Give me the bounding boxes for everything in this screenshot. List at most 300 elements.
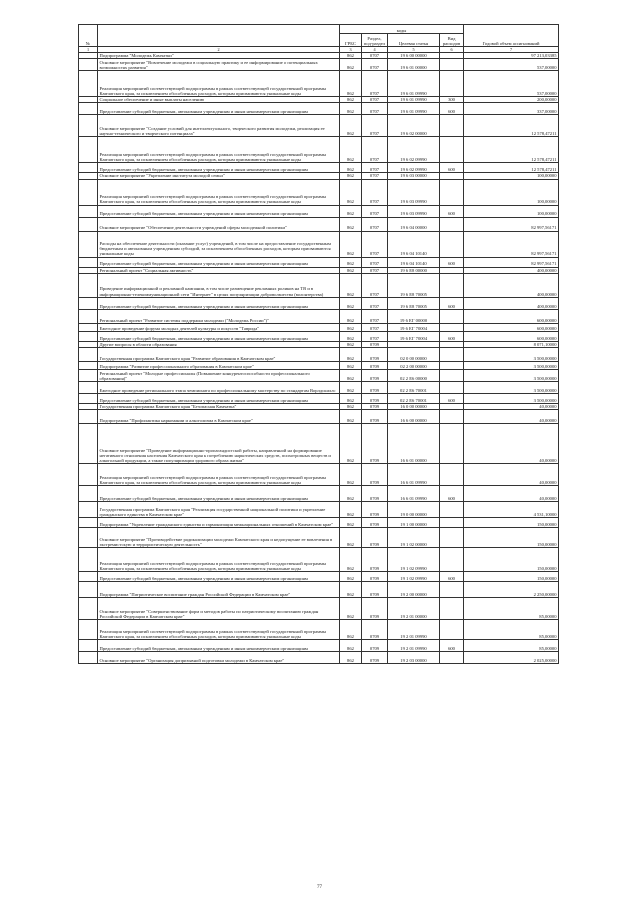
row-name-cell: Предоставление субсидий бюджетным, автономным учреждениям и иным некоммерческим организациям (98, 394, 340, 404)
row-celevaya-statya-cell: 19 6 EГ 70004 (388, 331, 440, 341)
row-amount-cell: 150,00000 (464, 548, 559, 572)
row-amount-cell: 2 025,00000 (464, 652, 559, 664)
header-name (98, 25, 340, 47)
row-grbs-cell: 862 (340, 309, 362, 323)
row-grbs-cell: 862 (340, 137, 362, 163)
row-number-cell (79, 424, 98, 464)
index-cell: 3 (340, 47, 362, 53)
row-razdel-cell: 0709 (362, 548, 388, 572)
row-name-cell: Ежегодное проведение форума молодых деятелей культуры и искусств "Таврида" (98, 323, 340, 331)
row-name-cell: Подпрограмма "Патриотическое воспитание граждан Российской Федерации в Камчатском крае" (98, 582, 340, 598)
row-amount-cell: 3 500,00000 (464, 348, 559, 362)
row-amount-cell: 4 531,10000 (464, 502, 559, 518)
table-row (79, 370, 559, 382)
table-row (79, 572, 559, 582)
row-celevaya-statya-cell: 16 6 01 09990 (388, 464, 440, 486)
row-number-cell (79, 518, 98, 528)
row-grbs-cell: 862 (340, 179, 362, 205)
row-vid-raskhodov-cell (440, 582, 464, 598)
row-name-cell: Расходы на обеспечение деятельности (оказание услуг) учреждений, в том числе на предоставление государственным бюджетным и автономным учреждениям субсидий, за исключением обособленных расходов, которым присваиваются уникальные коды (98, 231, 340, 257)
table-row (79, 528, 559, 548)
row-grbs-cell: 862 (340, 217, 362, 231)
row-vid-raskhodov-cell (440, 273, 464, 297)
row-number-cell (79, 464, 98, 486)
row-razdel-cell: 0709 (362, 382, 388, 394)
header-amount: Годовой объем ассигнований (464, 25, 559, 47)
table-row (79, 231, 559, 257)
row-amount-cell: 97 213,03385 (464, 53, 559, 59)
row-celevaya-statya-cell: 16 6 00 00000 (388, 410, 440, 424)
row-vid-raskhodov-cell (440, 137, 464, 163)
row-razdel-cell: 0709 (362, 640, 388, 652)
table-row (79, 502, 559, 518)
row-vid-raskhodov-cell (440, 362, 464, 370)
row-razdel-cell: 0707 (362, 323, 388, 331)
table-row (79, 362, 559, 370)
row-celevaya-statya-cell: 19 6 02 00000 (388, 115, 440, 137)
row-grbs-cell: 862 (340, 323, 362, 331)
row-vid-raskhodov-cell (440, 464, 464, 486)
row-celevaya-statya-cell: 19 6 01 09990 (388, 97, 440, 103)
row-name-cell: Подпрограмма "Укрепление гражданского единства и гармонизация межнациональных отношений в Камчатском крае" (98, 518, 340, 528)
row-number-cell (79, 348, 98, 362)
row-grbs-cell: 862 (340, 582, 362, 598)
row-name-cell: Проведение информационной и рекламной кампании, в том числе размещение рекламных роликов на ТВ и в информационно-телекоммуникационной сети "Интернет" в целях популяризации добровольчества (волонтерства) (98, 273, 340, 297)
row-number-cell (79, 620, 98, 640)
row-razdel-cell: 0709 (362, 502, 388, 518)
table-row (79, 59, 559, 71)
row-name-cell: Ежегодное проведение регионального этапа чемпионата по профессиональному мастерству по стандартам Ворлдскиллс (98, 382, 340, 394)
row-number-cell (79, 273, 98, 297)
header-celevaya-statya: Целевая статья (388, 34, 440, 47)
row-celevaya-statya-cell: 02 2 E6 00000 (388, 370, 440, 382)
row-number-cell (79, 410, 98, 424)
row-name-cell: Основное мероприятие "Организация допризывной подготовки молодежи в Камчатском крае" (98, 652, 340, 664)
row-name-cell: Реализация мероприятий соответствующей подпрограммы в рамках соответствующей государственной программы Камчатского края, за исключением обособленных расходов, которым присваиваются уникальные коды (98, 620, 340, 640)
row-amount-cell: 3 500,00000 (464, 394, 559, 404)
row-vid-raskhodov-cell (440, 382, 464, 394)
row-name-cell: Региональный проект "Социальная активность" (98, 267, 340, 273)
row-number-cell (79, 59, 98, 71)
row-celevaya-statya-cell: 19 6 03 09990 (388, 179, 440, 205)
row-celevaya-statya-cell: 19 6 01 09990 (388, 103, 440, 115)
row-vid-raskhodov-cell: 600 (440, 486, 464, 502)
row-celevaya-statya-cell: 19 6 02 09990 (388, 163, 440, 173)
row-name-cell: Региональный проект "Молодые профессионалы (Повышение конкурентоспособности профессионального образования)" (98, 370, 340, 382)
row-amount-cell: 82 997,56171 (464, 231, 559, 257)
row-amount-cell: 85,00000 (464, 598, 559, 620)
row-celevaya-statya-cell: 19 6 01 09990 (388, 71, 440, 97)
row-grbs-cell: 862 (340, 257, 362, 267)
row-celevaya-statya-cell: 19 1 02 00000 (388, 528, 440, 548)
table-row (79, 464, 559, 486)
row-grbs-cell: 862 (340, 652, 362, 664)
row-vid-raskhodov-cell: 600 (440, 103, 464, 115)
row-name-cell: Реализация мероприятий соответствующей подпрограммы в рамках соответствующей государственной программы Камчатского края, за исключением обособленных расходов, которым присваиваются уникальные коды (98, 548, 340, 572)
row-celevaya-statya-cell: 16 0 00 00000 (388, 404, 440, 410)
row-vid-raskhodov-cell: 600 (440, 205, 464, 217)
row-amount-cell: 82 997,56171 (464, 217, 559, 231)
table-row (79, 137, 559, 163)
row-grbs-cell: 862 (340, 518, 362, 528)
row-grbs-cell: 862 (340, 163, 362, 173)
row-number-cell (79, 323, 98, 331)
table-row (79, 548, 559, 572)
row-grbs-cell: 862 (340, 424, 362, 464)
table-row (79, 620, 559, 640)
row-grbs-cell: 862 (340, 528, 362, 548)
row-razdel-cell: 0707 (362, 163, 388, 173)
row-celevaya-statya-cell: 19 6 E8 70005 (388, 297, 440, 309)
row-number-cell (79, 502, 98, 518)
row-grbs-cell: 862 (340, 59, 362, 71)
row-amount-cell: 150,00000 (464, 528, 559, 548)
row-grbs-cell: 862 (340, 97, 362, 103)
row-amount-cell: 85,00000 (464, 620, 559, 640)
table-row (79, 205, 559, 217)
table-row (79, 348, 559, 362)
table-row (79, 331, 559, 341)
row-number-cell (79, 231, 98, 257)
budget-sheet (78, 24, 558, 664)
row-amount-cell: 40,00000 (464, 486, 559, 502)
row-grbs-cell: 862 (340, 394, 362, 404)
row-vid-raskhodov-cell (440, 528, 464, 548)
row-grbs-cell: 862 (340, 404, 362, 410)
row-vid-raskhodov-cell (440, 502, 464, 518)
row-celevaya-statya-cell: 19 2 00 00000 (388, 582, 440, 598)
row-celevaya-statya-cell: 02 2 E6 70001 (388, 382, 440, 394)
row-amount-cell: 85,00000 (464, 640, 559, 652)
row-number-cell (79, 103, 98, 115)
row-amount-cell: 3 500,00000 (464, 370, 559, 382)
row-grbs-cell: 862 (340, 502, 362, 518)
row-grbs-cell: 862 (340, 598, 362, 620)
row-razdel-cell: 0709 (362, 362, 388, 370)
row-razdel-cell: 0709 (362, 528, 388, 548)
row-number-cell (79, 137, 98, 163)
row-name-cell: Подпрограмма "Молодежь Камчатки" (98, 53, 340, 59)
row-vid-raskhodov-cell (440, 217, 464, 231)
row-vid-raskhodov-cell (440, 370, 464, 382)
table-row (79, 115, 559, 137)
row-vid-raskhodov-cell: 600 (440, 297, 464, 309)
row-name-cell: Предоставление субсидий бюджетным, автономным учреждениям и иным некоммерческим организациям (98, 257, 340, 267)
row-vid-raskhodov-cell (440, 309, 464, 323)
row-name-cell: Основное мероприятие "Проведение информационно-пропагандистской работы, направленной на формирование негативного отношения населения Камчатского края к потреблению наркотических средств, психотропных веществ и алкогольной продукции, а также популяризации здорового образа жизни" (98, 424, 340, 464)
row-name-cell: Предоставление субсидий бюджетным, автономным учреждениям и иным некоммерческим организациям (98, 640, 340, 652)
row-amount-cell: 2 250,00000 (464, 582, 559, 598)
row-celevaya-statya-cell: 19 6 00 00000 (388, 53, 440, 59)
row-vid-raskhodov-cell (440, 518, 464, 528)
row-celevaya-statya-cell: 16 6 01 00000 (388, 424, 440, 464)
row-vid-raskhodov-cell (440, 231, 464, 257)
row-amount-cell: 537,00000 (464, 59, 559, 71)
budget-table (78, 24, 559, 664)
row-razdel-cell: 0709 (362, 341, 388, 347)
row-amount-cell: 40,00000 (464, 404, 559, 410)
row-grbs-cell: 862 (340, 348, 362, 362)
row-razdel-cell: 0707 (362, 53, 388, 59)
table-row (79, 518, 559, 528)
row-razdel-cell: 0707 (362, 217, 388, 231)
row-amount-cell: 12 578,47211 (464, 137, 559, 163)
row-razdel-cell: 0709 (362, 598, 388, 620)
index-cell: 6 (440, 47, 464, 53)
row-amount-cell: 337,00000 (464, 103, 559, 115)
row-number-cell (79, 309, 98, 323)
row-amount-cell: 82 997,56171 (464, 257, 559, 267)
row-razdel-cell: 0707 (362, 267, 388, 273)
row-amount-cell: 100,00000 (464, 179, 559, 205)
row-grbs-cell: 862 (340, 548, 362, 572)
table-row (79, 163, 559, 173)
row-grbs-cell: 862 (340, 273, 362, 297)
header-grbs: ГРБС (340, 34, 362, 47)
row-vid-raskhodov-cell (440, 424, 464, 464)
row-vid-raskhodov-cell: 600 (440, 257, 464, 267)
row-celevaya-statya-cell: 19 2 01 00000 (388, 598, 440, 620)
row-name-cell: Государственная программа Камчатского края "Реализация государственной национальной политики и укрепление гражданского единства в Камчатском крае" (98, 502, 340, 518)
row-razdel-cell: 0707 (362, 331, 388, 341)
row-amount-cell: 537,00000 (464, 71, 559, 97)
row-number-cell (79, 486, 98, 502)
row-celevaya-statya-cell: 19 6 04 10140 (388, 231, 440, 257)
row-name-cell: Реализация мероприятий соответствующей подпрограммы в рамках соответствующей государственной программы Камчатского края, за исключением обособленных расходов, которым присваиваются уникальные коды (98, 179, 340, 205)
header-razdel: Раздел, под-раздел (362, 34, 388, 47)
row-name-cell: Предоставление субсидий бюджетным, автономным учреждениям и иным некоммерческим организациям (98, 572, 340, 582)
row-razdel-cell: 0707 (362, 173, 388, 179)
row-amount-cell: 3 500,00000 (464, 362, 559, 370)
row-amount-cell: 400,00000 (464, 297, 559, 309)
row-razdel-cell: 0707 (362, 71, 388, 97)
row-razdel-cell: 0709 (362, 404, 388, 410)
row-amount-cell: 100,00000 (464, 205, 559, 217)
index-cell: 2 (98, 47, 340, 53)
row-name-cell: Государственная программа Камчатского края "Безопасная Камчатка" (98, 404, 340, 410)
row-number-cell (79, 362, 98, 370)
row-razdel-cell: 0707 (362, 115, 388, 137)
row-vid-raskhodov-cell (440, 71, 464, 97)
row-celevaya-statya-cell: 19 6 E8 70005 (388, 273, 440, 297)
row-vid-raskhodov-cell: 600 (440, 640, 464, 652)
row-amount-cell: 40,00000 (464, 424, 559, 464)
row-vid-raskhodov-cell (440, 323, 464, 331)
header-vid-raskhodov: Вид расходов (440, 34, 464, 47)
row-number-cell (79, 71, 98, 97)
row-celevaya-statya-cell: 19 2 01 09990 (388, 640, 440, 652)
row-celevaya-statya-cell: 19 2 01 09990 (388, 620, 440, 640)
row-number-cell (79, 331, 98, 341)
table-row (79, 410, 559, 424)
row-grbs-cell: 862 (340, 71, 362, 97)
row-vid-raskhodov-cell: 300 (440, 97, 464, 103)
row-name-cell: Реализация мероприятий соответствующей подпрограммы в рамках соответствующей государственной программы Камчатского края, за исключением обособленных расходов, которым присваиваются уникальные коды (98, 464, 340, 486)
row-name-cell: Предоставление субсидий бюджетным, автономным учреждениям и иным некоммерческим организациям (98, 331, 340, 341)
table-row (79, 382, 559, 394)
index-cell: 7 (464, 47, 559, 53)
row-razdel-cell: 0709 (362, 518, 388, 528)
row-name-cell: Основное мероприятие "Укрепление института молодой семьи" (98, 173, 340, 179)
table-row (79, 598, 559, 620)
row-number-cell (79, 394, 98, 404)
row-number-cell (79, 205, 98, 217)
row-number-cell (79, 115, 98, 137)
row-celevaya-statya-cell: 19 6 04 00000 (388, 217, 440, 231)
row-amount-cell: 3 500,00000 (464, 382, 559, 394)
row-celevaya-statya-cell: 19 2 03 00000 (388, 652, 440, 664)
row-celevaya-statya-cell: 19 6 EГ 70004 (388, 323, 440, 331)
row-grbs-cell: 862 (340, 173, 362, 179)
row-number-cell (79, 652, 98, 664)
row-amount-cell: 12 578,47211 (464, 115, 559, 137)
row-name-cell: Реализация мероприятий соответствующей подпрограммы в рамках соответствующей государственной программы Камчатского края, за исключением обособленных расходов, которым присваиваются уникальные коды (98, 71, 340, 97)
row-celevaya-statya-cell: 19 1 02 09990 (388, 548, 440, 572)
row-name-cell: Основное мероприятие "Противодействие радикализации молодежи Камчатского края и недопущение ее вовлечения в экстремистскую и террористическую деятельность" (98, 528, 340, 548)
row-grbs-cell: 862 (340, 620, 362, 640)
row-celevaya-statya-cell: 19 6 02 09990 (388, 137, 440, 163)
row-razdel-cell: 0709 (362, 572, 388, 582)
row-name-cell: Предоставление субсидий бюджетным, автономным учреждениям и иным некоммерческим организациям (98, 103, 340, 115)
table-row (79, 640, 559, 652)
row-grbs-cell: 862 (340, 331, 362, 341)
row-amount-cell: 40,00000 (464, 464, 559, 486)
row-name-cell: Предоставление субсидий бюджетным, автономным учреждениям и иным некоммерческим организациям (98, 205, 340, 217)
row-name-cell: Предоставление субсидий бюджетным, автономным учреждениям и иным некоммерческим организациям (98, 486, 340, 502)
row-number-cell (79, 257, 98, 267)
row-grbs-cell: 862 (340, 205, 362, 217)
index-cell: 4 (362, 47, 388, 53)
row-name-cell: Основное мероприятие "Создание условий для интеллектуального, творческого развития молодежи, реализация ее научно-технического и творческого потенциала" (98, 115, 340, 137)
row-amount-cell: 600,00000 (464, 331, 559, 341)
index-cell: 5 (388, 47, 440, 53)
row-vid-raskhodov-cell (440, 115, 464, 137)
header-codes: коды (340, 25, 464, 34)
row-vid-raskhodov-cell (440, 348, 464, 362)
row-grbs-cell: 862 (340, 370, 362, 382)
row-celevaya-statya-cell: 19 6 E8 00000 (388, 267, 440, 273)
row-name-cell: Социальное обеспечение и иные выплаты населению (98, 97, 340, 103)
row-celevaya-statya-cell: 19 1 00 00000 (388, 518, 440, 528)
row-grbs-cell: 862 (340, 231, 362, 257)
table-row (79, 273, 559, 297)
row-razdel-cell: 0709 (362, 652, 388, 664)
table-row (79, 179, 559, 205)
row-number-cell (79, 598, 98, 620)
row-vid-raskhodov-cell (440, 548, 464, 572)
row-vid-raskhodov-cell (440, 410, 464, 424)
header-row-codes (79, 25, 559, 34)
row-celevaya-statya-cell: 19 6 EГ 00000 (388, 309, 440, 323)
row-name-cell: Предоставление субсидий бюджетным, автономным учреждениям и иным некоммерческим организациям (98, 163, 340, 173)
table-row (79, 486, 559, 502)
row-amount-cell: 200,00000 (464, 97, 559, 103)
index-cell: 1 (79, 47, 98, 53)
row-vid-raskhodov-cell (440, 620, 464, 640)
row-razdel-cell: 0707 (362, 179, 388, 205)
row-amount-cell: 600,00000 (464, 309, 559, 323)
table-row (79, 424, 559, 464)
row-grbs-cell: 862 (340, 297, 362, 309)
row-amount-cell: 150,00000 (464, 572, 559, 582)
row-celevaya-statya-cell: 19 1 02 09990 (388, 572, 440, 582)
row-amount-cell: 12 578,47211 (464, 163, 559, 173)
row-celevaya-statya-cell: 19 0 00 00000 (388, 502, 440, 518)
row-razdel-cell: 0707 (362, 97, 388, 103)
row-grbs-cell: 862 (340, 362, 362, 370)
row-name-cell: Другие вопросы в области образования (98, 341, 340, 347)
row-grbs-cell: 862 (340, 341, 362, 347)
table-row (79, 323, 559, 331)
row-razdel-cell: 0707 (362, 257, 388, 267)
row-amount-cell: 100,00000 (464, 173, 559, 179)
row-name-cell: Основное мероприятие "Вовлечение молодежи в социальную практику и ее информирование о потенциальных возможностях развития" (98, 59, 340, 71)
row-grbs-cell: 862 (340, 572, 362, 582)
row-amount-cell: 400,00000 (464, 267, 559, 273)
row-celevaya-statya-cell: 02 2 E6 70001 (388, 394, 440, 404)
table-row (79, 297, 559, 309)
row-celevaya-statya-cell: 19 6 03 09990 (388, 205, 440, 217)
row-grbs-cell: 862 (340, 410, 362, 424)
row-amount-cell: 150,00000 (464, 518, 559, 528)
row-name-cell: Реализация мероприятий соответствующей подпрограммы в рамках соответствующей государственной программы Камчатского края, за исключением обособленных расходов, которым присваиваются уникальные коды (98, 137, 340, 163)
row-celevaya-statya-cell: 02 2 00 00000 (388, 362, 440, 370)
row-amount-cell: 40,00000 (464, 410, 559, 424)
row-razdel-cell: 0709 (362, 486, 388, 502)
row-name-cell: Предоставление субсидий бюджетным, автономным учреждениям и иным некоммерческим организациям (98, 297, 340, 309)
row-razdel-cell: 0707 (362, 273, 388, 297)
row-vid-raskhodov-cell: 600 (440, 572, 464, 582)
row-vid-raskhodov-cell: 600 (440, 331, 464, 341)
row-number-cell (79, 179, 98, 205)
row-vid-raskhodov-cell (440, 652, 464, 664)
row-celevaya-statya-cell: 02 0 00 00000 (388, 348, 440, 362)
row-vid-raskhodov-cell (440, 179, 464, 205)
table-row (79, 257, 559, 267)
row-number-cell (79, 572, 98, 582)
row-razdel-cell: 0707 (362, 59, 388, 71)
row-amount-cell: 600,00000 (464, 323, 559, 331)
row-razdel-cell: 0709 (362, 582, 388, 598)
row-celevaya-statya-cell: 19 6 01 00000 (388, 59, 440, 71)
row-celevaya-statya-cell: 19 6 03 00000 (388, 173, 440, 179)
row-grbs-cell: 862 (340, 115, 362, 137)
table-row (79, 394, 559, 404)
row-number-cell (79, 163, 98, 173)
row-razdel-cell: 0709 (362, 370, 388, 382)
row-name-cell: Подпрограмма "Развитие профессионального образования в Камчатском крае" (98, 362, 340, 370)
table-row (79, 103, 559, 115)
row-razdel-cell: 0709 (362, 464, 388, 486)
table-row (79, 71, 559, 97)
row-vid-raskhodov-cell (440, 598, 464, 620)
row-razdel-cell: 0707 (362, 137, 388, 163)
row-name-cell: Региональный проект "Развитие системы поддержки молодежи ("Молодежь России")" (98, 309, 340, 323)
row-razdel-cell: 0709 (362, 424, 388, 464)
row-vid-raskhodov-cell: 600 (440, 163, 464, 173)
row-razdel-cell: 0707 (362, 309, 388, 323)
row-razdel-cell: 0707 (362, 103, 388, 115)
row-grbs-cell: 862 (340, 640, 362, 652)
row-name-cell: Основное мероприятие "Совершенствование форм и методов работы по патриотическому воспитанию граждан Российской Федерации в Камчатском крае" (98, 598, 340, 620)
row-number-cell (79, 582, 98, 598)
row-vid-raskhodov-cell (440, 59, 464, 71)
row-name-cell: Подпрограмма "Профилактика наркомании и алкоголизма в Камчатском крае" (98, 410, 340, 424)
row-razdel-cell: 0707 (362, 205, 388, 217)
page-number: 77 (317, 885, 322, 890)
row-grbs-cell: 862 (340, 382, 362, 394)
row-number-cell (79, 640, 98, 652)
